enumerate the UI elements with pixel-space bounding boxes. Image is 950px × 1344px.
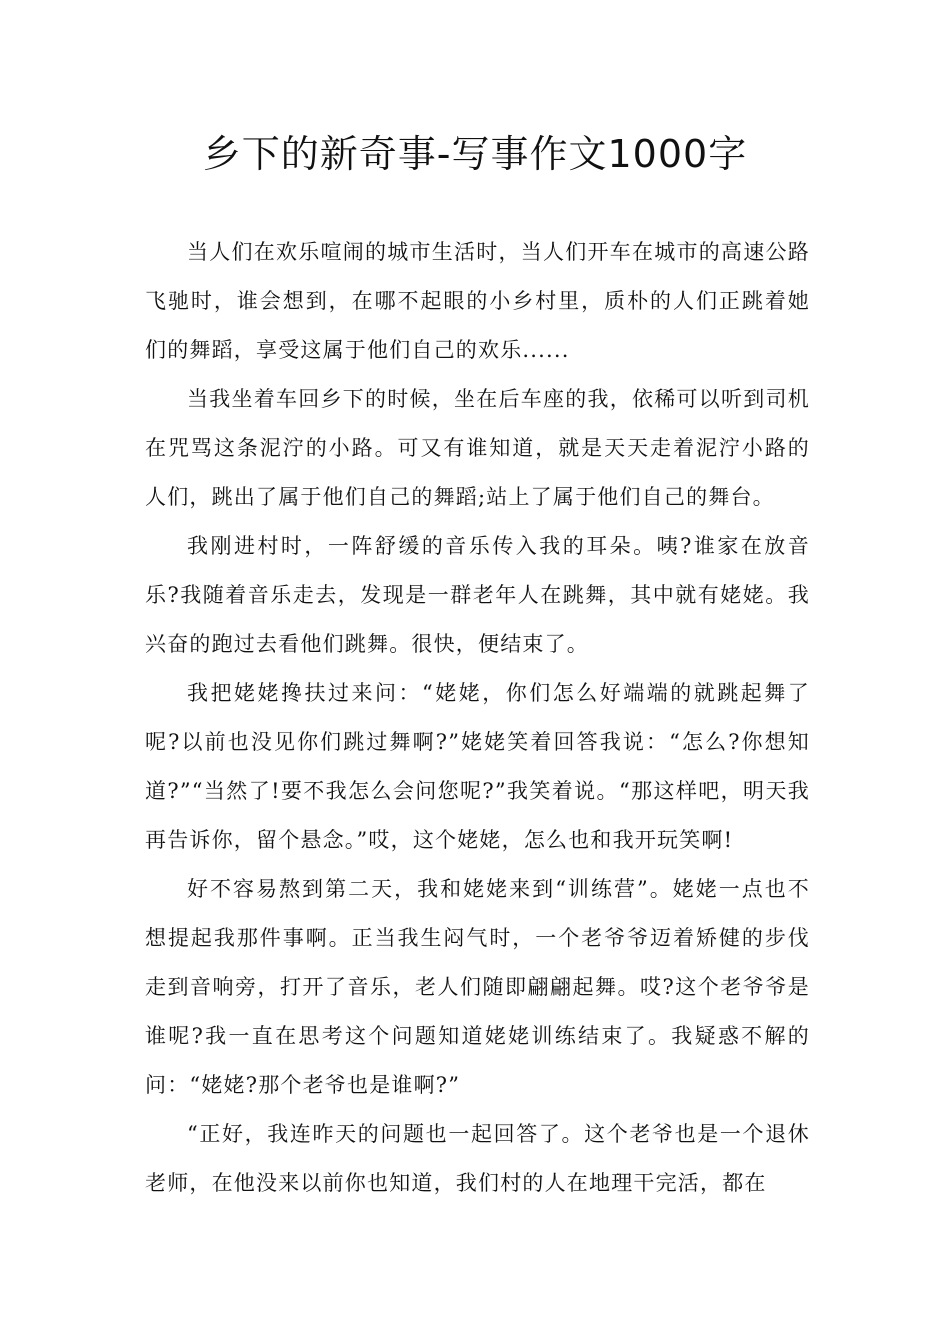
paragraph: “正好，我连昨天的问题也一起回答了。这个老爷也是一个退休老师，在他没来以前你也知道，我们村的人在地理干完活，都在	[145, 1122, 810, 1195]
paragraph: 我刚进村时，一阵舒缓的音乐传入我的耳朵。咦?谁家在放音乐?我随着音乐走去，发现是一群老年人在跳舞，其中就有姥姥。我兴奋的跑过去看他们跳舞。很快，便结束了。	[145, 534, 810, 656]
paragraph: 当我坐着车回乡下的时候，坐在后车座的我，依稀可以听到司机在咒骂这条泥泞的小路。可又有谁知道，就是天天走着泥泞小路的人们，跳出了属于他们自己的舞蹈;站上了属于他们自己的舞台。	[145, 387, 810, 509]
paragraph: 我把姥姥搀扶过来问：“姥姥，你们怎么好端端的就跳起舞了呢?以前也没见你们跳过舞啊?”姥姥笑着回答我说：“怎么?你想知道?”“当然了!要不我怎么会问您呢?”我笑着说。“那这样吧，明天我再告诉你，留个悬念。”哎，这个姥姥，怎么也和我开玩笑啊!	[145, 681, 810, 852]
paragraph: 当人们在欢乐喧闹的城市生活时，当人们开车在城市的高速公路飞驰时，谁会想到，在哪不起眼的小乡村里，质朴的人们正跳着她们的舞蹈，享受这属于他们自己的欢乐......	[145, 240, 810, 362]
document-body	[145, 228, 810, 1208]
document-title: 乡下的新奇事-写事作文1000字	[202, 132, 748, 176]
paragraph: 好不容易熬到第二天，我和姥姥来到“训练营”。姥姥一点也不想提起我那件事啊。正当我生闷气时，一个老爷爷迈着矫健的步伐走到音响旁，打开了音乐，老人们随即翩翩起舞。哎?这个老爷爷是谁呢?我一直在思考这个问题知道姥姥训练结束了。我疑惑不解的问：“姥姥?那个老爷也是谁啊?”	[145, 877, 810, 1097]
